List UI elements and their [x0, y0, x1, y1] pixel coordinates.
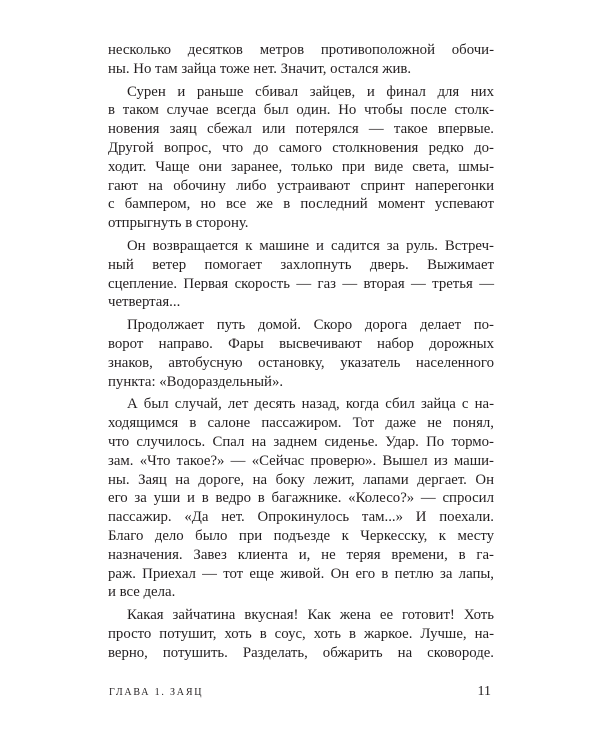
body-text	[108, 41, 494, 663]
text-line: ворот направо. Фары высвечивают набор дорожных	[108, 335, 494, 352]
text-line: Он возвращается к машине и садится за руль. Встреч-	[127, 237, 494, 254]
text-line: Продолжает путь домой. Скоро дорога делает по-	[127, 317, 494, 334]
text-line: верно, потушить. Разделать, обжарить на сковороде.	[108, 644, 494, 661]
text-line: новения заяц сбежал или потерялся — такое впервые.	[108, 121, 494, 138]
text-line: что случилось. Спал на заднем сиденье. Удар. По тормо-	[108, 433, 494, 450]
paragraph	[108, 316, 494, 391]
text-line: Сурен и раньше сбивал зайцев, и финал для них	[127, 83, 494, 100]
text-line: просто потушит, хоть в соус, хоть в жаркое. Лучше, на-	[108, 625, 494, 642]
paragraph	[108, 83, 494, 233]
text-line: в таком случае всегда был один. Но чтобы после столк-	[108, 102, 494, 119]
text-line: пункта: «Водораздельный».	[108, 373, 284, 390]
text-line: ходящимся в салоне пассажиром. Тот даже не понял,	[108, 415, 494, 432]
text-line: отпрыгнуть в сторону.	[108, 215, 249, 232]
page-number: 11	[477, 684, 491, 699]
text-line: четвертая...	[108, 294, 181, 311]
text-line: Какая зайчатина вкусная! Как жена ее готовит! Хоть	[127, 607, 494, 624]
text-line: гают на обочину либо устраивают спринт наперегонки	[108, 177, 494, 194]
text-line: ны. Заяц на дороге, на боку лежит, лапами дергает. Он	[108, 471, 494, 488]
text-line: ный ветер помогает захлопнуть дверь. Выжимает	[108, 256, 494, 273]
text-line: Благо дело было при подъезде к Черкесску, к месту	[108, 527, 494, 544]
text-line: А был случай, лет десять назад, когда сбил зайца с на-	[127, 396, 494, 413]
text-line: знаков, автобусную остановку, указатель населенного	[108, 354, 494, 371]
text-line: ходит. Чаще они заранее, только при виде света, шмы-	[108, 158, 494, 175]
text-line: несколько десятков метров противоположной обочи-	[108, 42, 494, 58]
text-line: пассажир. «Да нет. Опрокинулось там...» И поехали.	[108, 509, 494, 526]
text-line: сцепление. Первая скорость — газ — вторая — третья —	[108, 275, 494, 292]
text-line: ны. Но там зайца тоже нет. Значит, остался жив.	[108, 60, 412, 77]
text-line: его за уши и в ведро в багажнике. «Колесо?» — спросил	[108, 490, 494, 507]
text-line: зам. «Что такое?» — «Сейчас проверю». Вышел из маши-	[108, 452, 494, 469]
text-line: и все дела.	[108, 584, 176, 601]
paragraph	[108, 237, 494, 312]
paragraph	[108, 395, 494, 602]
paragraph	[108, 41, 494, 79]
text-line: с бампером, но все же в последний момент успевают	[108, 196, 494, 213]
text-line: Другой вопрос, что до самого столкновения редко до-	[108, 139, 494, 156]
text-line: раж. Приехал — тот еще живой. Он его в петлю за лапы,	[108, 565, 494, 582]
running-head: ГЛАВА 1. ЗАЯЦ	[109, 687, 204, 698]
text-line: назначения. Завез клиента и, не теряя времени, в га-	[108, 546, 494, 563]
paragraph	[108, 606, 494, 662]
